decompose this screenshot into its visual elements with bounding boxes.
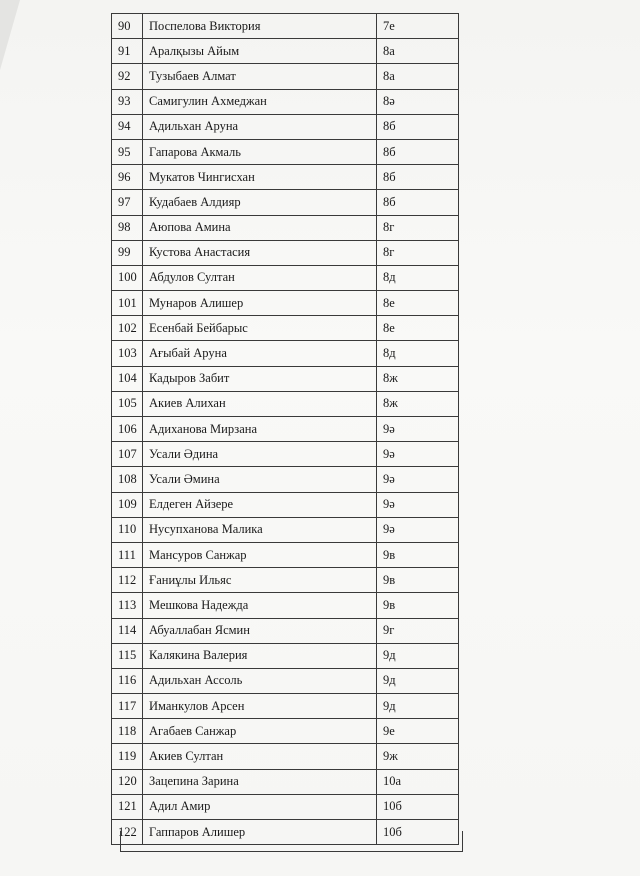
class-cell: 9д xyxy=(377,668,459,693)
student-name: Кустова Анастасия xyxy=(143,240,377,265)
table-row xyxy=(112,694,459,719)
row-number: 93 xyxy=(112,89,143,114)
page-fold xyxy=(0,0,20,70)
class-cell: 8г xyxy=(377,240,459,265)
row-number: 113 xyxy=(112,593,143,618)
row-number: 122 xyxy=(112,820,143,845)
class-cell: 7е xyxy=(377,14,459,39)
class-cell: 8д xyxy=(377,265,459,290)
student-name: Усали Әмина xyxy=(143,467,377,492)
student-name: Акиев Султан xyxy=(143,744,377,769)
row-number: 100 xyxy=(112,265,143,290)
class-cell: 9д xyxy=(377,694,459,719)
row-number: 91 xyxy=(112,39,143,64)
class-cell: 9ә xyxy=(377,492,459,517)
student-name: Тузыбаев Алмат xyxy=(143,64,377,89)
student-name: Зацепина Зарина xyxy=(143,769,377,794)
class-cell: 8б xyxy=(377,114,459,139)
student-name: Акиев Алихан xyxy=(143,391,377,416)
class-cell: 10б xyxy=(377,820,459,845)
table-row xyxy=(112,89,459,114)
row-number: 92 xyxy=(112,64,143,89)
row-number: 111 xyxy=(112,542,143,567)
row-number: 108 xyxy=(112,467,143,492)
row-number: 97 xyxy=(112,190,143,215)
table-row xyxy=(112,341,459,366)
table-row xyxy=(112,391,459,416)
table-row xyxy=(112,190,459,215)
row-number: 96 xyxy=(112,165,143,190)
class-cell: 9ә xyxy=(377,442,459,467)
table-row xyxy=(112,165,459,190)
student-name: Гапарова Акмаль xyxy=(143,139,377,164)
class-cell: 8е xyxy=(377,316,459,341)
row-number: 120 xyxy=(112,769,143,794)
table-row xyxy=(112,39,459,64)
class-cell: 8а xyxy=(377,64,459,89)
row-number: 94 xyxy=(112,114,143,139)
table-row xyxy=(112,114,459,139)
table-row xyxy=(112,366,459,391)
row-number: 114 xyxy=(112,618,143,643)
student-name: Нусупханова Малика xyxy=(143,517,377,542)
row-number: 103 xyxy=(112,341,143,366)
table-row xyxy=(112,593,459,618)
student-table xyxy=(111,13,459,845)
student-name: Мунаров Алишер xyxy=(143,291,377,316)
student-name: Кудабаев Алдияр xyxy=(143,190,377,215)
class-cell: 9в xyxy=(377,542,459,567)
student-name: Самигулин Ахмеджан xyxy=(143,89,377,114)
row-number: 117 xyxy=(112,694,143,719)
class-cell: 9ә xyxy=(377,517,459,542)
table-row xyxy=(112,568,459,593)
row-number: 105 xyxy=(112,391,143,416)
row-number: 106 xyxy=(112,417,143,442)
class-cell: 9ә xyxy=(377,417,459,442)
row-number: 98 xyxy=(112,215,143,240)
student-name: Абуаллабан Ясмин xyxy=(143,618,377,643)
row-number: 104 xyxy=(112,366,143,391)
class-cell: 10б xyxy=(377,794,459,819)
table-row xyxy=(112,467,459,492)
row-number: 121 xyxy=(112,794,143,819)
student-name: Адильхан Ассоль xyxy=(143,668,377,693)
table-row xyxy=(112,744,459,769)
student-name: Усали Әдина xyxy=(143,442,377,467)
row-number: 118 xyxy=(112,719,143,744)
table-row xyxy=(112,64,459,89)
student-name: Абдулов Султан xyxy=(143,265,377,290)
row-number: 109 xyxy=(112,492,143,517)
student-name: Иманкулов Арсен xyxy=(143,694,377,719)
class-cell: 8ә xyxy=(377,89,459,114)
class-cell: 8г xyxy=(377,215,459,240)
table-row xyxy=(112,618,459,643)
student-name: Аралқызы Айым xyxy=(143,39,377,64)
student-name: Адиханова Мирзана xyxy=(143,417,377,442)
class-cell: 8б xyxy=(377,190,459,215)
row-number: 101 xyxy=(112,291,143,316)
table-row xyxy=(112,794,459,819)
row-number: 115 xyxy=(112,643,143,668)
class-cell: 8б xyxy=(377,165,459,190)
student-name: Кадыров Забит xyxy=(143,366,377,391)
student-name: Мукатов Чингисхан xyxy=(143,165,377,190)
table-row xyxy=(112,442,459,467)
table-row xyxy=(112,139,459,164)
table-row xyxy=(112,265,459,290)
student-name: Мешкова Надежда xyxy=(143,593,377,618)
class-cell: 9в xyxy=(377,593,459,618)
table-row xyxy=(112,417,459,442)
student-name: Ғаниұлы Ильяс xyxy=(143,568,377,593)
table-row xyxy=(112,769,459,794)
table-row xyxy=(112,643,459,668)
table-row xyxy=(112,215,459,240)
class-cell: 9е xyxy=(377,719,459,744)
table-row xyxy=(112,668,459,693)
class-cell: 8а xyxy=(377,39,459,64)
class-cell: 8б xyxy=(377,139,459,164)
row-number: 119 xyxy=(112,744,143,769)
student-name: Агабаев Санжар xyxy=(143,719,377,744)
class-cell: 10а xyxy=(377,769,459,794)
row-number: 116 xyxy=(112,668,143,693)
student-name: Елдеген Айзере xyxy=(143,492,377,517)
class-cell: 9г xyxy=(377,618,459,643)
table-row xyxy=(112,542,459,567)
class-cell: 9д xyxy=(377,643,459,668)
student-name: Гаппаров Алишер xyxy=(143,820,377,845)
table-row xyxy=(112,14,459,39)
row-number: 112 xyxy=(112,568,143,593)
student-name: Мансуров Санжар xyxy=(143,542,377,567)
row-number: 107 xyxy=(112,442,143,467)
row-number: 102 xyxy=(112,316,143,341)
row-number: 110 xyxy=(112,517,143,542)
class-cell: 8ж xyxy=(377,391,459,416)
student-name: Адильхан Аруна xyxy=(143,114,377,139)
table-row xyxy=(112,517,459,542)
row-number: 99 xyxy=(112,240,143,265)
table-row xyxy=(112,316,459,341)
table-row xyxy=(112,719,459,744)
class-cell: 9ж xyxy=(377,744,459,769)
table-row xyxy=(112,240,459,265)
row-number: 95 xyxy=(112,139,143,164)
class-cell: 8д xyxy=(377,341,459,366)
row-number: 90 xyxy=(112,14,143,39)
student-name: Адил Амир xyxy=(143,794,377,819)
student-name: Аюпова Амина xyxy=(143,215,377,240)
student-name: Есенбай Бейбарыс xyxy=(143,316,377,341)
class-cell: 8е xyxy=(377,291,459,316)
student-name: Калякина Валерия xyxy=(143,643,377,668)
student-name: Поспелова Виктория xyxy=(143,14,377,39)
table-tail xyxy=(120,831,463,852)
class-cell: 8ж xyxy=(377,366,459,391)
table-row xyxy=(112,492,459,517)
table-row xyxy=(112,291,459,316)
student-name: Ағыбай Аруна xyxy=(143,341,377,366)
class-cell: 9ә xyxy=(377,467,459,492)
class-cell: 9в xyxy=(377,568,459,593)
